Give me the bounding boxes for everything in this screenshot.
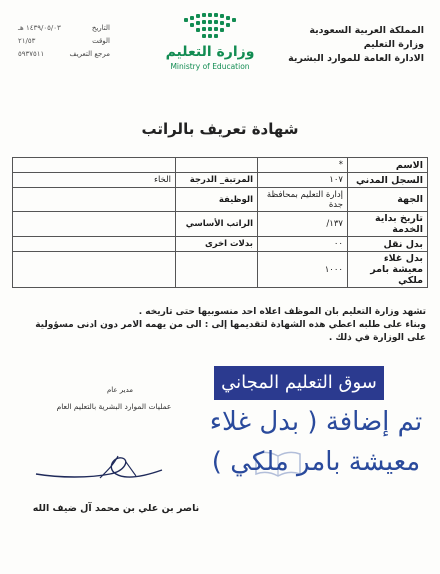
- signer-unit: عمليات الموارد البشرية بالتعليم العام: [56, 402, 172, 411]
- meta-date-value: ١٤٣٩/٠٥/٠٣ هـ: [18, 24, 61, 32]
- meta-time-label: الوقت: [92, 37, 110, 45]
- row-name-c3: [176, 158, 258, 173]
- meta-date-row: [18, 24, 110, 37]
- row-start-label: تاريخ بداية الخدمة: [348, 212, 428, 237]
- row-other-allowances-label: بدلات اخرى: [176, 237, 258, 252]
- table-row: [13, 212, 428, 237]
- meta-ref-value: ٥٩٣٧٥١١: [18, 50, 45, 58]
- meta-ref-label: مرجع التعريف: [69, 50, 110, 58]
- org-line-department: الادارة العامة للموارد البشرية: [288, 53, 424, 64]
- meta-ref-row: [18, 50, 110, 63]
- certificate-body: [14, 306, 426, 345]
- ministry-logo-icon: [180, 12, 240, 44]
- row-cost-of-living-label: بدل غلاء معيشة بامر ملكي: [348, 252, 428, 288]
- row-cost-of-living-value: ١٠٠٠: [258, 252, 348, 288]
- organization-header: [274, 24, 424, 66]
- row-entity-label: الجهة: [348, 188, 428, 212]
- added-allowance-note: تم إضافة ( بدل غلاء معيشة بامر ملكي ): [209, 407, 423, 477]
- org-line-ministry: وزارة التعليم: [363, 39, 424, 50]
- table-row: [13, 237, 428, 252]
- row-cost-of-living-c4: [13, 252, 176, 288]
- body-paragraph-1: تشهد وزارة التعليم بان الموظف اعلاه احد منسوبيها حتى تاريخه .: [138, 307, 426, 317]
- logo-arabic-text: وزارة التعليم: [165, 44, 255, 60]
- table-row: [13, 252, 428, 288]
- row-other-allowances-value: [13, 237, 176, 252]
- body-paragraph-2: وبناء على طلبه اعطي هذه الشهادة لتقديمها إلى : الى من يهمه الامر دون ادنى مسؤولية على الوزارة في ذلك .: [35, 320, 426, 343]
- row-name-c4: [13, 158, 176, 173]
- signature-mark: [30, 448, 170, 488]
- table-row: [13, 158, 428, 173]
- ministry-logo: [150, 12, 270, 74]
- meta-date-label: التاريخ: [91, 24, 110, 32]
- table-row: [13, 173, 428, 188]
- signer-title: مدير عام: [106, 386, 134, 394]
- meta-time-value: ٢١/٥٣: [18, 37, 36, 45]
- row-id-label: السجل المدني: [348, 173, 428, 188]
- row-start-value: ١٣٧/: [258, 212, 348, 237]
- row-basic-salary-label: الراتب الأساسي: [176, 212, 258, 237]
- signer-name: ناصر بن علي بن محمد آل ضيف الله: [32, 503, 200, 514]
- logo-english-text: Ministry of Education: [170, 62, 250, 71]
- watermark-banner: سوق التعليم المجاني: [214, 366, 384, 400]
- row-rank-label: المرتبة_ الدرجة: [176, 173, 258, 188]
- row-job-value: [13, 188, 176, 212]
- meta-time-row: [18, 37, 110, 50]
- reference-meta: [18, 24, 110, 63]
- row-cost-of-living-c3: [176, 252, 258, 288]
- row-job-label: الوظيفة: [176, 188, 258, 212]
- row-transport-label: بدل نقل: [348, 237, 428, 252]
- row-id-value: ١٠٧: [258, 173, 348, 188]
- salary-table: [12, 157, 428, 288]
- certificate-title: شهادة تعريف بالراتب: [141, 120, 299, 138]
- row-basic-salary-value: [13, 212, 176, 237]
- row-transport-value: ٠٠: [258, 237, 348, 252]
- row-entity-value: إدارة التعليم بمحافظة جدة: [258, 188, 348, 212]
- table-row: [13, 188, 428, 212]
- org-line-kingdom: المملكة العربية السعودية: [309, 25, 424, 36]
- row-rank-value: الخاء: [13, 173, 176, 188]
- row-name-value: *: [258, 158, 348, 173]
- row-name-label: الاسم: [348, 158, 428, 173]
